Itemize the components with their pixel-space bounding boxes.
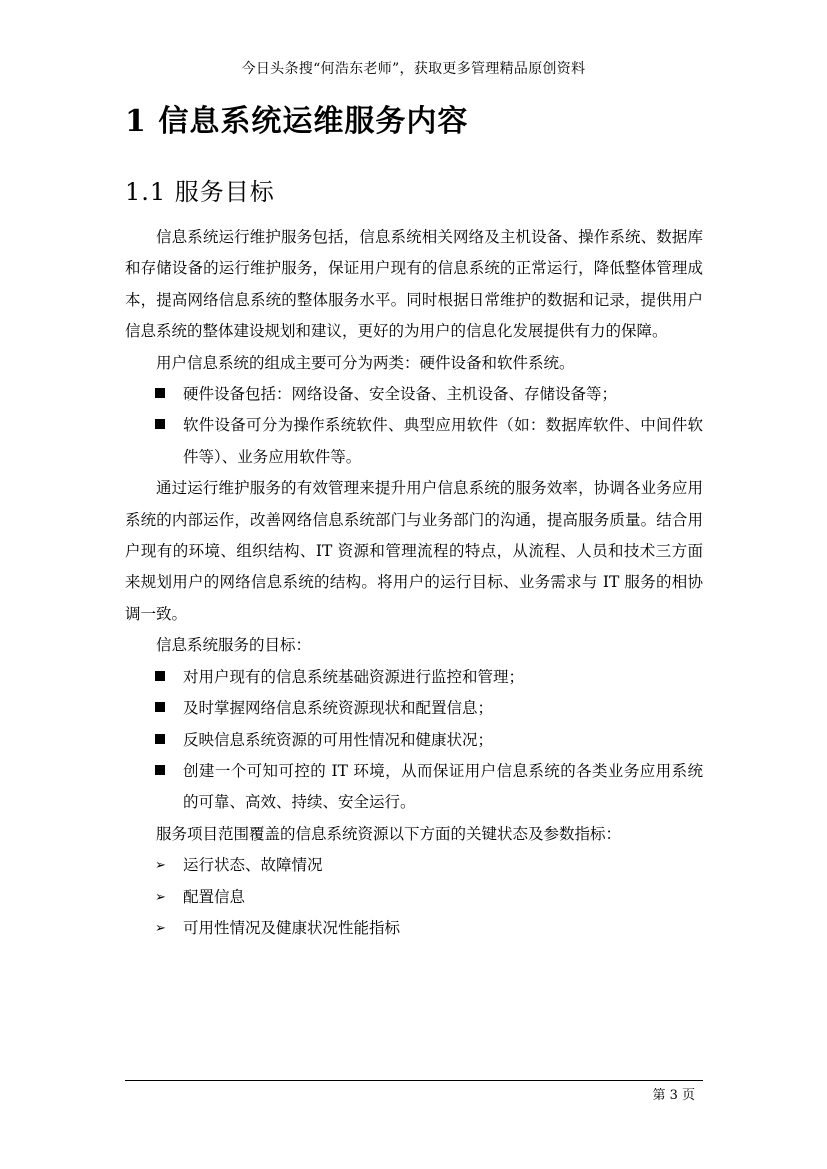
page-number: 第 3 页 [652,1088,695,1103]
list-item [125,379,703,410]
list-item [125,756,703,819]
list-item-text: 及时掌握网络信息系统资源现状和配置信息； [183,699,494,718]
arrow-bullet-icon: ➢ [155,920,166,936]
list-item-text: 硬件设备包括：网络设备、安全设备、主机设备、存储设备等； [183,385,618,404]
square-bullet-icon [155,725,175,756]
square-bullet-icon [155,693,175,724]
footer-divider [125,1080,703,1081]
list-item-text: 可用性情况及健康状况性能指标 [183,918,401,937]
square-bullet-icon [155,756,175,787]
arrow-bullet-icon: ➢ [155,858,166,874]
square-bullet-icon [155,379,175,410]
paragraph-system-composition: 用户信息系统的组成主要可分为两类：硬件设备和软件系统。 [156,353,575,372]
paragraph-scope-intro: 服务项目范围覆盖的信息系统资源以下方面的关键状态及参数指标： [156,824,622,843]
list-item-text: 对用户现有的信息系统基础资源进行监控和管理； [183,667,525,686]
document-body [125,222,703,944]
list-item-text: 运行状态、故障情况 [183,856,323,875]
square-bullet-icon [155,410,175,441]
list-item [125,850,703,881]
header-note: 今日头条搜“何浩东老师”，获取更多管理精品原创资料 [241,61,586,77]
list-item-text: 软件设备可分为操作系统软件、典型应用软件（如：数据库软件、中间件软件等）、业务应用软件等。 [183,416,703,466]
list-item-text: 反映信息系统资源的可用性情况和健康状况； [183,730,494,749]
list-item-text: 配置信息 [183,887,246,906]
square-bullet-icon [155,662,175,693]
list-item [125,410,703,473]
chapter-title: 1 信息系统运维服务内容 [125,104,469,139]
list-item [125,882,703,913]
list-item [125,662,703,693]
arrow-bullet-icon: ➢ [155,889,166,905]
list-item-text: 创建一个可知可控的 IT 环境，从而保证用户信息系统的各类业务应用系统的可靠、高效、持续、安全运行。 [183,761,703,812]
list-item [125,693,703,724]
section-title: 1.1 服务目标 [125,178,275,206]
list-item [125,725,703,756]
paragraph-service-scope: 信息系统运行维护服务包括，信息系统相关网络及主机设备、操作系统、数据库和存储设备的运行维护服务，保证用户现有的信息系统的正常运行，降低整体管理成本，提高网络信息系统的整体服务水平。同时根据日常维护的数据和记录，提供用户信息系统的整体建设规划和建议，更好的为用户的信息化发展提供有力的保障。 [125,228,703,341]
list-item [125,913,703,944]
paragraph-goals-intro: 信息系统服务的目标： [156,636,312,655]
paragraph-management: 通过运行维护服务的有效管理来提升用户信息系统的服务效率，协调各业务应用系统的内部运作，改善网络信息系统部门与业务部门的沟通，提高服务质量。结合用户现有的环境、组织结构、IT 资源和管理流程的特点，从流程、人员和技术三方面来规划用户的网络信息系统的结构。将用户的运行目标、业务需求与 IT 服务的相协调一致。 [125,479,703,623]
